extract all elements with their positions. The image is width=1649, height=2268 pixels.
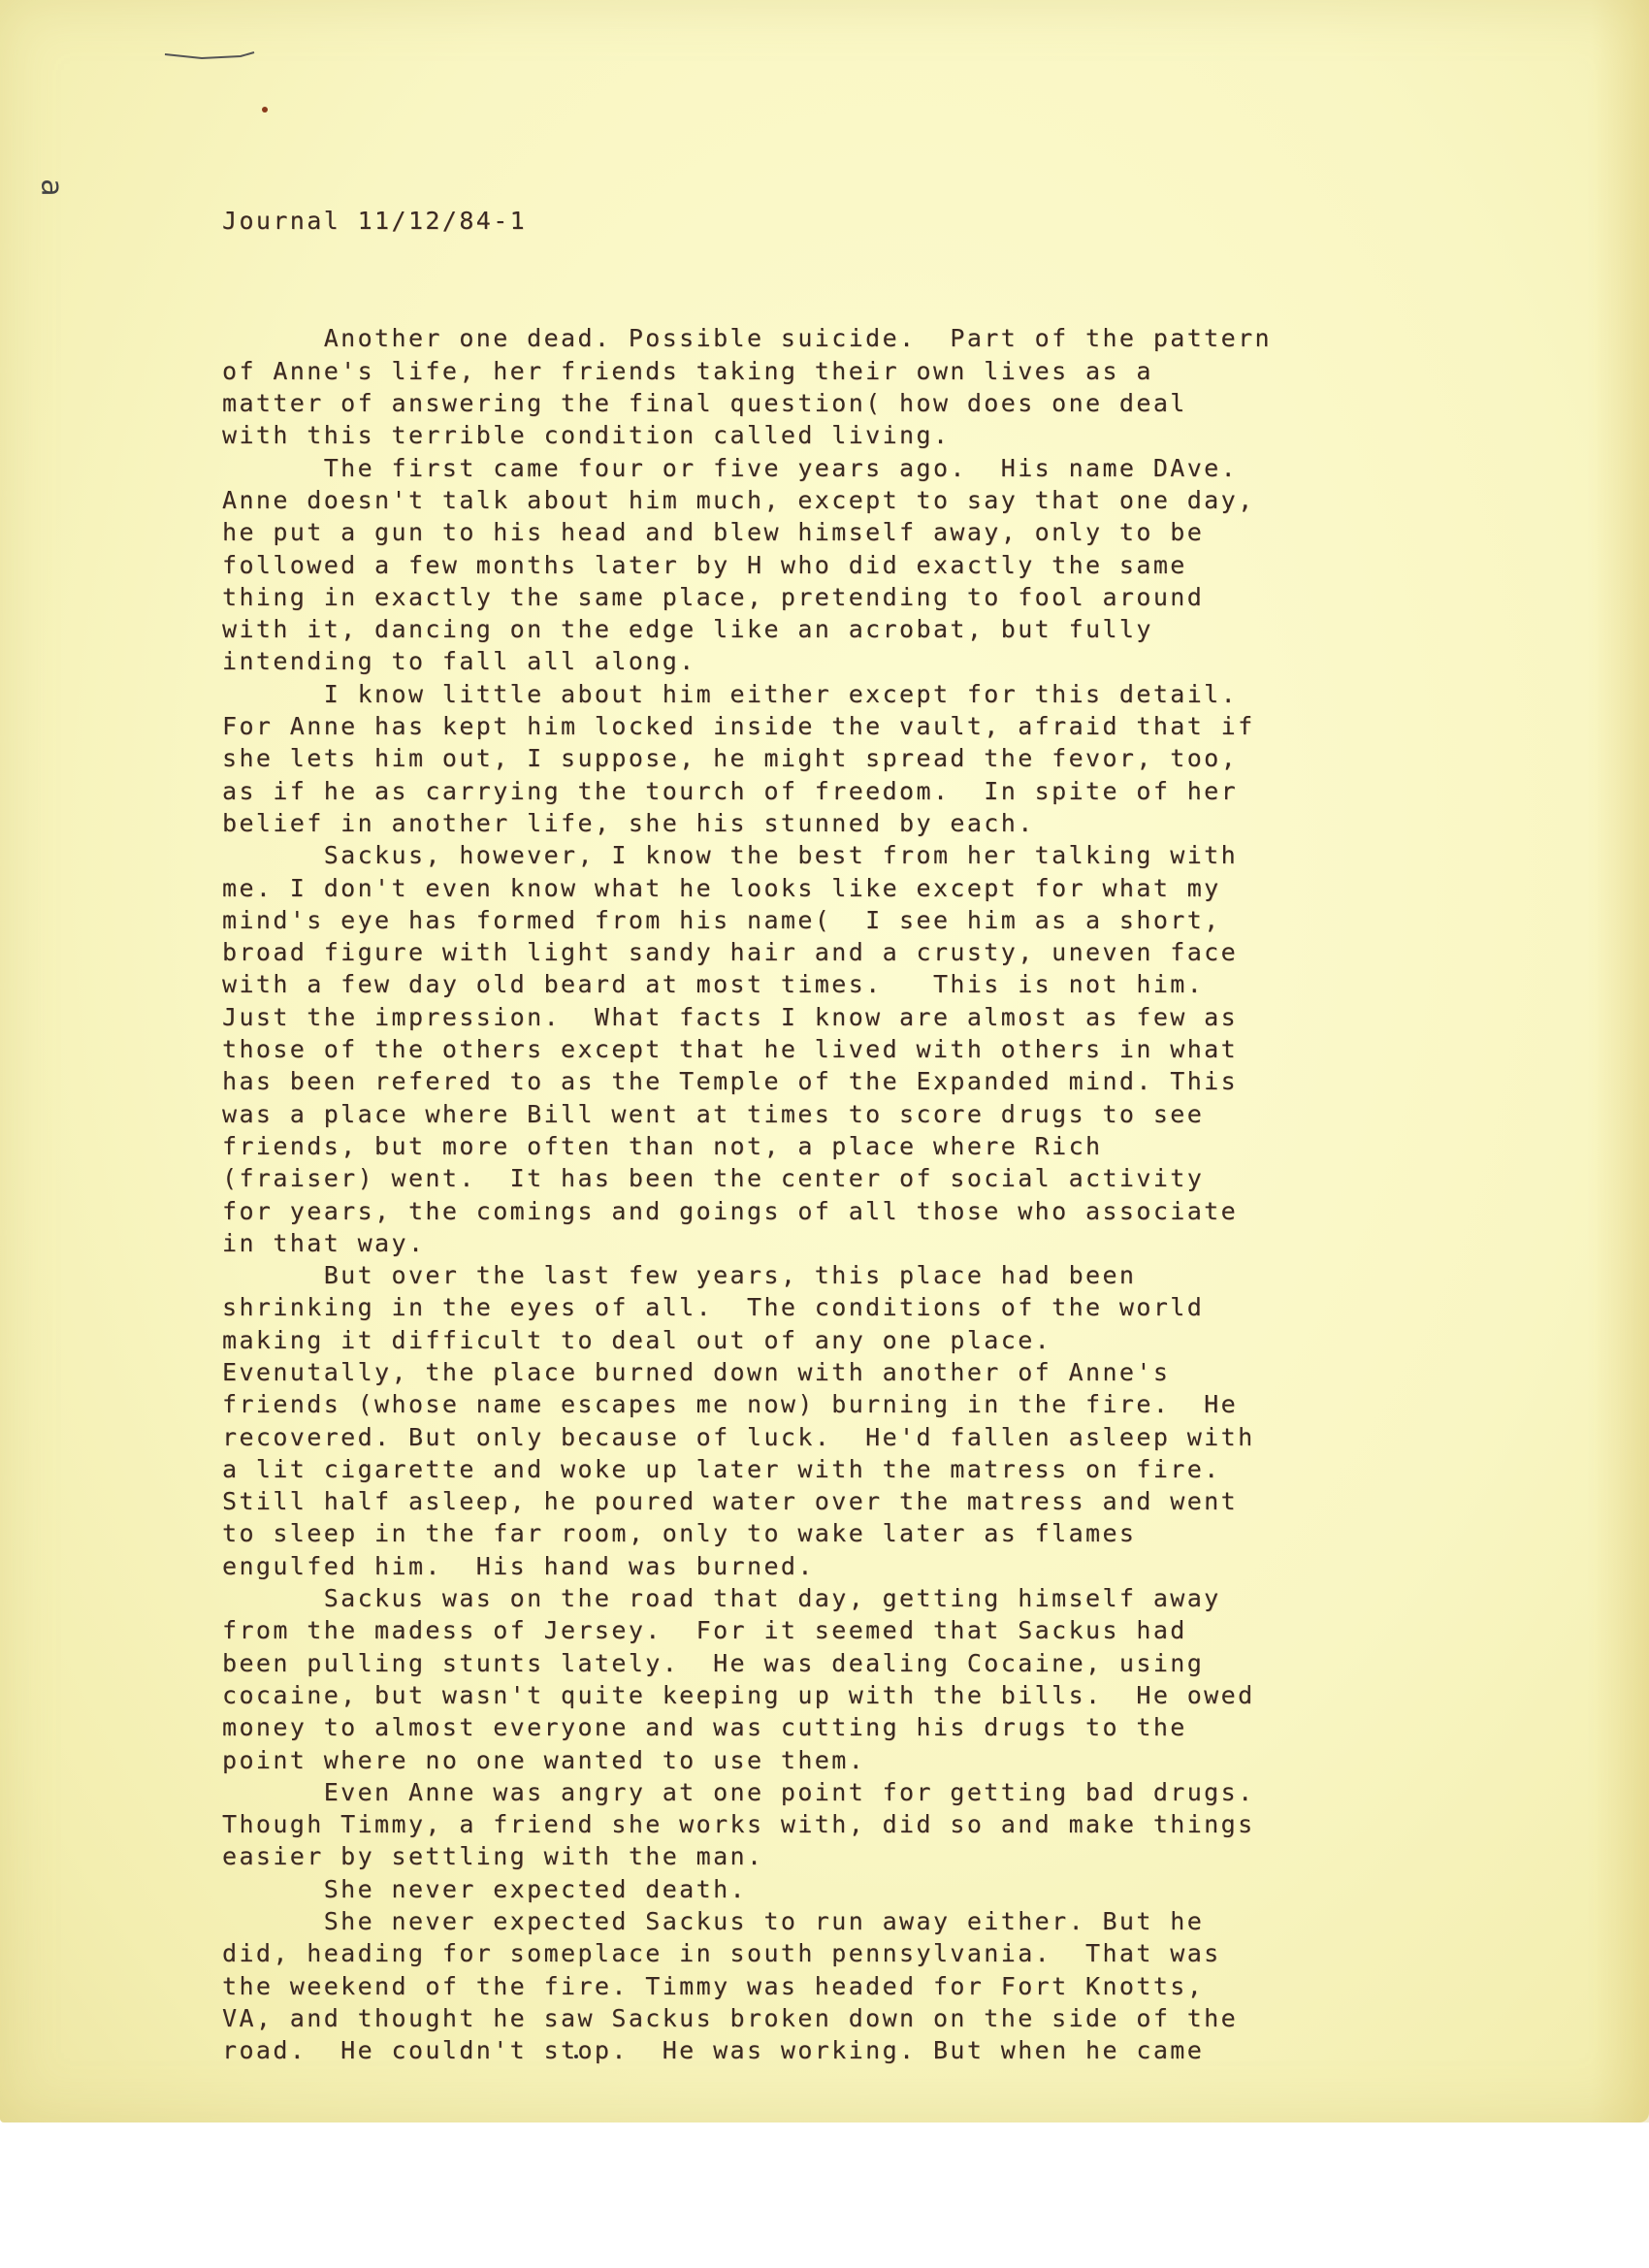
- text-line: she lets him out, I suppose, he might spread the fevor, too,: [222, 744, 1239, 773]
- text-line: money to almost everyone and was cutting his drugs to the: [222, 1713, 1187, 1742]
- text-line: Though Timmy, a friend she works with, did so and make things: [222, 1810, 1255, 1839]
- text-line: point where no one wanted to use them.: [222, 1745, 866, 1774]
- text-line: in that way.: [222, 1228, 426, 1257]
- text-line: She never expected Sackus to run away either. But he: [222, 1907, 1205, 1936]
- text-line: to sleep in the far room, only to wake later as flames: [222, 1519, 1137, 1548]
- text-line: with it, dancing on the edge like an acrobat, but fully: [222, 615, 1153, 644]
- text-line: did, heading for someplace in south pennsylvania. That was: [222, 1939, 1221, 1968]
- text-line: he put a gun to his head and blew himself away, only to be: [222, 518, 1205, 547]
- text-line: She never expected death.: [222, 1874, 747, 1903]
- text-line: with this terrible condition called living.: [222, 421, 951, 450]
- text-line: friends (whose name escapes me now) burning in the fire. He: [222, 1390, 1239, 1419]
- ink-spot: [262, 107, 268, 113]
- text-line: Still half asleep, he poured water over the matress and went: [222, 1487, 1239, 1516]
- text-line: of Anne's life, her friends taking their own lives as a: [222, 356, 1153, 385]
- text-line: belief in another life, she his stunned by each.: [222, 808, 1035, 837]
- text-line: (fraiser) went. It has been the center of social activity: [222, 1164, 1205, 1193]
- text-line: engulfed him. His hand was burned.: [222, 1551, 815, 1580]
- text-line: cocaine, but wasn't quite keeping up with the bills. He owed: [222, 1680, 1255, 1709]
- text-line: shrinking in the eyes of all. The conditions of the world: [222, 1293, 1205, 1322]
- typed-journal-text: [222, 140, 1483, 2131]
- text-line: me. I don't even know what he looks like except for what my: [222, 873, 1221, 902]
- text-line: I know little about him either except for this detail.: [222, 679, 1239, 708]
- text-line: The first came four or five years ago. His name DAve.: [222, 453, 1239, 482]
- text-line: from the madess of Jersey. For it seemed that Sackus had: [222, 1616, 1187, 1645]
- text-line: VA, and thought he saw Sackus broken down on the side of the: [222, 2003, 1239, 2032]
- text-line: has been refered to as the Temple of the Expanded mind. This: [222, 1067, 1239, 1096]
- text-line: Another one dead. Possible suicide. Part of the pattern: [222, 324, 1272, 353]
- text-line: those of the others except that he lived with others in what: [222, 1035, 1239, 1064]
- text-line: was a place where Bill went at times to score drugs to see: [222, 1099, 1205, 1128]
- text-line: Sackus, however, I know the best from her talking with: [222, 841, 1239, 870]
- journal-body: [222, 322, 1483, 2066]
- text-line: for years, the comings and goings of all those who associate: [222, 1196, 1239, 1225]
- text-line: road. He couldn't stop. He was working. But when he came: [222, 2036, 1205, 2065]
- text-line: Sackus was on the road that day, getting himself away: [222, 1584, 1221, 1613]
- margin-mark: a: [34, 178, 69, 197]
- text-line: Anne doesn't talk about him much, except to say that one day,: [222, 485, 1255, 514]
- text-line: a lit cigarette and woke up later with the matress on fire.: [222, 1454, 1221, 1483]
- text-line: broad figure with light sandy hair and a crusty, uneven face: [222, 938, 1239, 967]
- text-line: thing in exactly the same place, pretending to fool around: [222, 582, 1205, 611]
- text-line: Evenutally, the place burned down with another of Anne's: [222, 1357, 1171, 1386]
- text-line: Just the impression. What facts I know are almost as few as: [222, 1002, 1239, 1031]
- text-line: friends, but more often than not, a place where Rich: [222, 1131, 1103, 1160]
- text-line: mind's eye has formed from his name( I see him as a short,: [222, 905, 1221, 934]
- text-line: Even Anne was angry at one point for getting bad drugs.: [222, 1777, 1255, 1806]
- text-line: For Anne has kept him locked inside the vault, afraid that if: [222, 712, 1255, 741]
- staple-mark: [163, 50, 256, 60]
- text-line: easier by settling with the man.: [222, 1842, 764, 1871]
- text-line: the weekend of the fire. Timmy was headed for Fort Knotts,: [222, 1971, 1205, 2000]
- text-line: But over the last few years, this place had been: [222, 1261, 1137, 1290]
- text-line: intending to fall all along.: [222, 647, 696, 676]
- text-line: making it difficult to deal out of any one place.: [222, 1325, 1052, 1354]
- text-line: as if he as carrying the tourch of freedom. In spite of her: [222, 776, 1239, 805]
- text-line: with a few day old beard at most times. This is not him.: [222, 970, 1205, 999]
- text-line: matter of answering the final question( how does one deal: [222, 389, 1187, 418]
- text-line: been pulling stunts lately. He was dealing Cocaine, using: [222, 1648, 1205, 1677]
- text-line: recovered. But only because of luck. He'd fallen asleep with: [222, 1422, 1255, 1451]
- journal-header: Journal 11/12/84-1: [222, 206, 528, 235]
- text-line: followed a few months later by H who did exactly the same: [222, 550, 1187, 579]
